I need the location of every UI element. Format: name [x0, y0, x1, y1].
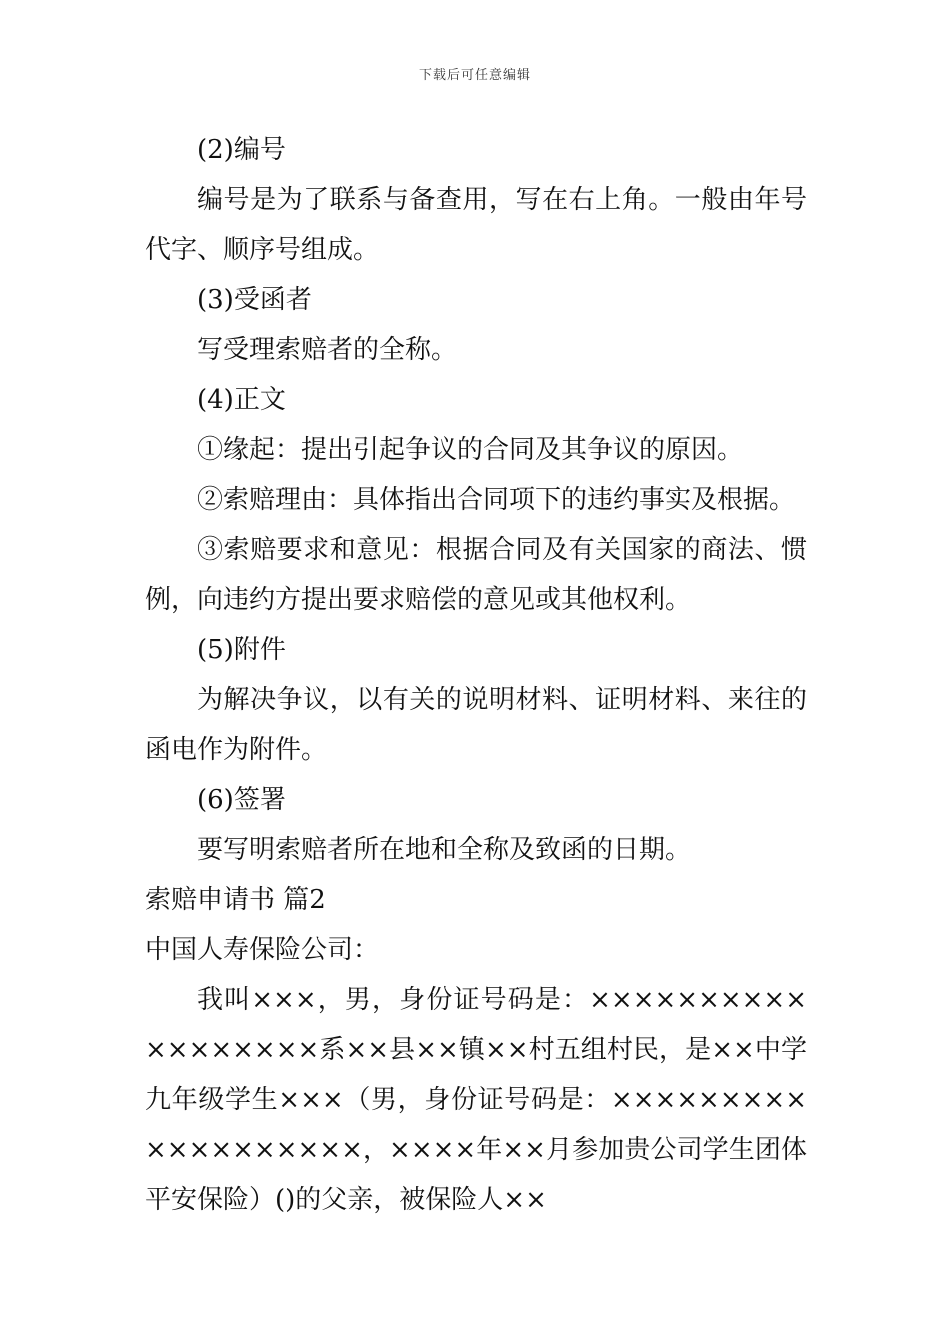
paragraph-attachment-desc: 为解决争议，以有关的说明材料、证明材料、来往的函电作为附件。 — [145, 685, 807, 765]
section-title: 索赔申请书 篇2 — [145, 885, 326, 915]
paragraph-body-reason: ②索赔理由：具体指出合同项下的违约事实及根据。 — [197, 485, 796, 515]
paragraph-signature-desc: 要写明索赔者所在地和全称及致函的日期。 — [197, 835, 692, 865]
paragraph-heading-body: (4)正文 — [197, 385, 286, 415]
paragraph-heading-recipient: (3)受函者 — [197, 285, 312, 315]
letter-body: 我叫×××，男，身份证号码是：××××××××××××××××××系××县××镇××村五组村民，是××中学九年级学生×××（男，身份证号码是：×××××××××××××××××××，××××年××月参加贵公司学生团体平安保险）()的父亲，被保险人×× — [145, 985, 807, 1215]
paragraph-body-request: ③索赔要求和意见：根据合同及有关国家的商法、惯例，向违约方提出要求赔偿的意见或其他权利。 — [145, 535, 807, 615]
paragraph-heading-attachment: (5)附件 — [197, 635, 286, 665]
page-header-note: 下载后可任意编辑 — [418, 68, 531, 83]
paragraph-recipient-desc: 写受理索赔者的全称。 — [197, 335, 458, 365]
document-body — [145, 125, 807, 1225]
letter-salutation: 中国人寿保险公司： — [145, 935, 380, 965]
paragraph-heading-number: (2)编号 — [197, 135, 286, 165]
paragraph-body-origin: ①缘起：提出引起争议的合同及其争议的原因。 — [197, 435, 744, 465]
paragraph-heading-signature: (6)签署 — [197, 785, 286, 815]
paragraph-number-desc: 编号是为了联系与备查用，写在右上角。一般由年号代字、顺序号组成。 — [145, 185, 807, 265]
